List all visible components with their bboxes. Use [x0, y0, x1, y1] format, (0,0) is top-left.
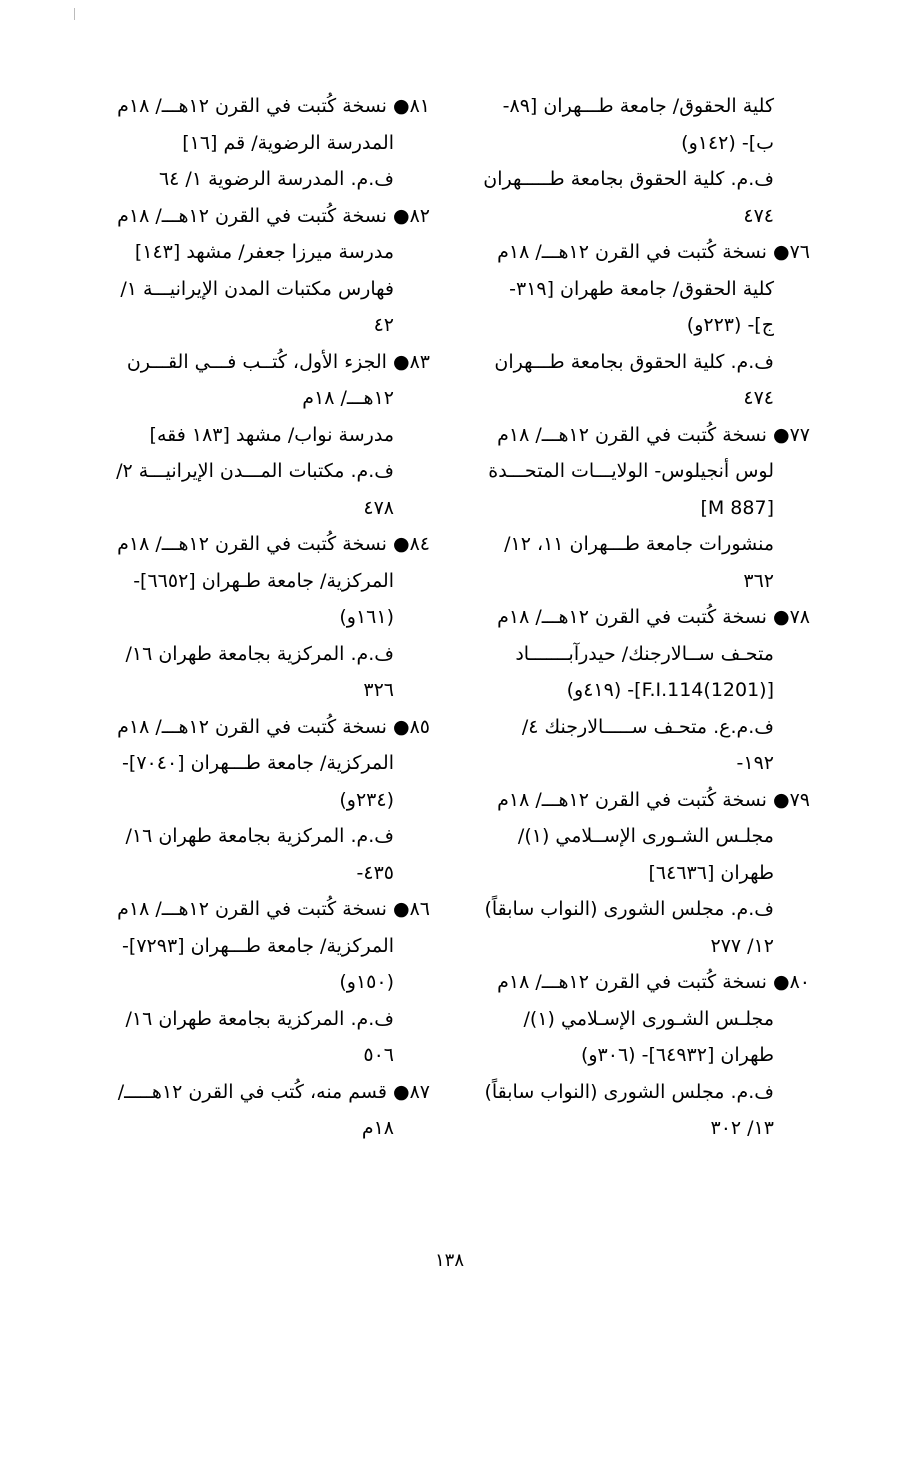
left-text-column	[90, 88, 430, 1147]
entry-heading-line: ٨١● نسخة كُتبت في القرن ١٢هـــ/ ١٨م	[117, 95, 430, 117]
entry-heading-line: ٨٢● نسخة كُتبت في القرن ١٢هـــ/ ١٨م	[117, 204, 430, 227]
entry-detail-line: مدرسة نواب/ مشهد [١٨٣ فقه]	[149, 423, 394, 446]
entry-heading-line: ٧٨● نسخة كُتبت في القرن ١٢هـــ/ ١٨م	[497, 606, 810, 628]
entry-detail-line: كلية الحقوق/ جامعة طهران [٣١٩-	[509, 277, 774, 300]
entry-detail-line: ٣٢٦	[363, 679, 394, 701]
entry-detail-line: ف.م. المركزية بجامعة طهران ١٦/	[125, 642, 394, 665]
entry-heading-line: ٨٠● نسخة كُتبت في القرن ١٢هـــ/ ١٨م	[497, 971, 810, 993]
page-number: ١٣٨	[434, 1250, 464, 1271]
entry-detail-line: لوس أنجيلوس- الولايـــات المتحـــدة	[488, 460, 774, 482]
entry-detail-line: ١٢هـــ/ ١٨م	[302, 387, 394, 409]
entry-detail-line: [M 887]	[700, 496, 774, 519]
entry-detail-line: (٢٣٤و)	[339, 788, 394, 811]
entry-detail-line: مدرسة ميرزا جعفر/ مشهد [١٤٣]	[134, 241, 394, 263]
entry-detail-line: المركزية/ جامعة طـــهران [٧٢٩٣]-	[122, 934, 394, 957]
entry-detail-line: ٣٦٢	[743, 569, 774, 592]
entry-detail-line: (١٦١و)	[339, 606, 394, 628]
entry-detail-line: ١٨م	[361, 1117, 394, 1139]
entry-detail-line: ١٣/ ٣٠٢	[710, 1117, 774, 1139]
entry-detail-line: كلية الحقوق/ جامعة طـــهران [٨٩-	[502, 95, 774, 117]
entry-heading-line: ٨٣● الجزء الأول، كُتــب فـــي القـــرن	[126, 350, 430, 373]
entry-detail-line: المركزية/ جامعة طـهران [٦٦٥٢]-	[133, 569, 394, 592]
entry-detail-line: ٤٧٤	[743, 204, 774, 227]
entry-detail-line: ف.م. المركزية بجامعة طهران ١٦/	[125, 1007, 394, 1030]
entry-detail-line: ج]- (٢٢٣و)	[686, 314, 774, 336]
entry-heading-line: ٧٦● نسخة كُتبت في القرن ١٢هـــ/ ١٨م	[497, 241, 810, 263]
entry-detail-line: المركزية/ جامعة طـــهران [٧٠٤٠]-	[122, 752, 394, 774]
scan-mark	[74, 8, 75, 20]
entry-detail-line: متحـف ســالارجنك/ حيدرآبـــــــاد	[515, 642, 774, 665]
entry-heading-line: ٨٤● نسخة كُتبت في القرن ١٢هـــ/ ١٨م	[117, 533, 430, 555]
entry-detail-line: ف.م.ع. متحـف ســـــالارجنك ٤/	[521, 715, 774, 738]
right-text-column	[468, 88, 810, 1147]
entry-heading-line: ٧٧● نسخة كُتبت في القرن ١٢هـــ/ ١٨م	[497, 423, 810, 446]
entry-heading-line: ٨٧● قسم منه، كُتب في القرن ١٢هـــــ/	[117, 1080, 430, 1103]
entry-heading-line: ٨٥● نسخة كُتبت في القرن ١٢هـــ/ ١٨م	[117, 715, 430, 738]
entry-detail-line: (١٥٠و)	[339, 971, 394, 993]
entry-detail-line: ف.م. مجلس الشورى (النواب سابقاً)	[484, 1080, 774, 1103]
entry-detail-line: ف.م. المدرسة الرضوية ١/ ٦٤	[158, 168, 394, 190]
entry-detail-line: ف.م. مجلس الشورى (النواب سابقاً)	[484, 898, 774, 920]
entry-detail-line: ف.م. كلية الحقوق بجامعة طـــهران	[494, 350, 774, 373]
entry-detail-line: ٤٣٥-	[356, 861, 394, 884]
entry-heading-line: ٨٦● نسخة كُتبت في القرن ١٢هـــ/ ١٨م	[117, 898, 430, 920]
entry-detail-line: ف.م. مكتبات المـــدن الإيرانيـــة ٢/	[116, 460, 394, 482]
entry-detail-line: ٤٢	[373, 314, 394, 336]
entry-detail-line: طهران [٦٤٩٣٢]- (٣٠٦و)	[580, 1044, 774, 1066]
entry-detail-line: مجلـس الشـورى الإســلامي (١)/	[517, 825, 774, 847]
entry-detail-line: المدرسة الرضوية/ قم [١٦]	[182, 131, 394, 154]
entry-detail-line: ٤٧٤	[743, 387, 774, 409]
entry-detail-line: ١٩٢-	[736, 752, 774, 774]
entry-detail-line: منشورات جامعة طـــهران ١١، ١٢/	[504, 533, 774, 555]
entry-detail-line: ٥٠٦	[363, 1044, 394, 1066]
entry-detail-line: ف.م. كلية الحقوق بجامعة طـــــهران	[483, 168, 774, 190]
entry-detail-line: ب]- (١٤٢و)	[681, 131, 774, 154]
entry-detail-line: ف.م. المركزية بجامعة طهران ١٦/	[125, 825, 394, 847]
entry-detail-line: [(1201)F.I.114]- (٤١٩و)	[566, 679, 774, 701]
entry-detail-line: ٤٧٨	[363, 496, 394, 519]
entry-heading-line: ٧٩● نسخة كُتبت في القرن ١٢هـــ/ ١٨م	[497, 788, 810, 811]
entry-detail-line: مجلـس الشـورى الإسـلامي (١)/	[523, 1007, 774, 1030]
entry-detail-line: فهارس مكتبات المدن الإيرانيـــة ١/	[120, 277, 394, 300]
entry-detail-line: طهران [٦٤٦٣٦]	[648, 861, 774, 884]
entry-detail-line: ١٢/ ٢٧٧	[710, 934, 774, 957]
